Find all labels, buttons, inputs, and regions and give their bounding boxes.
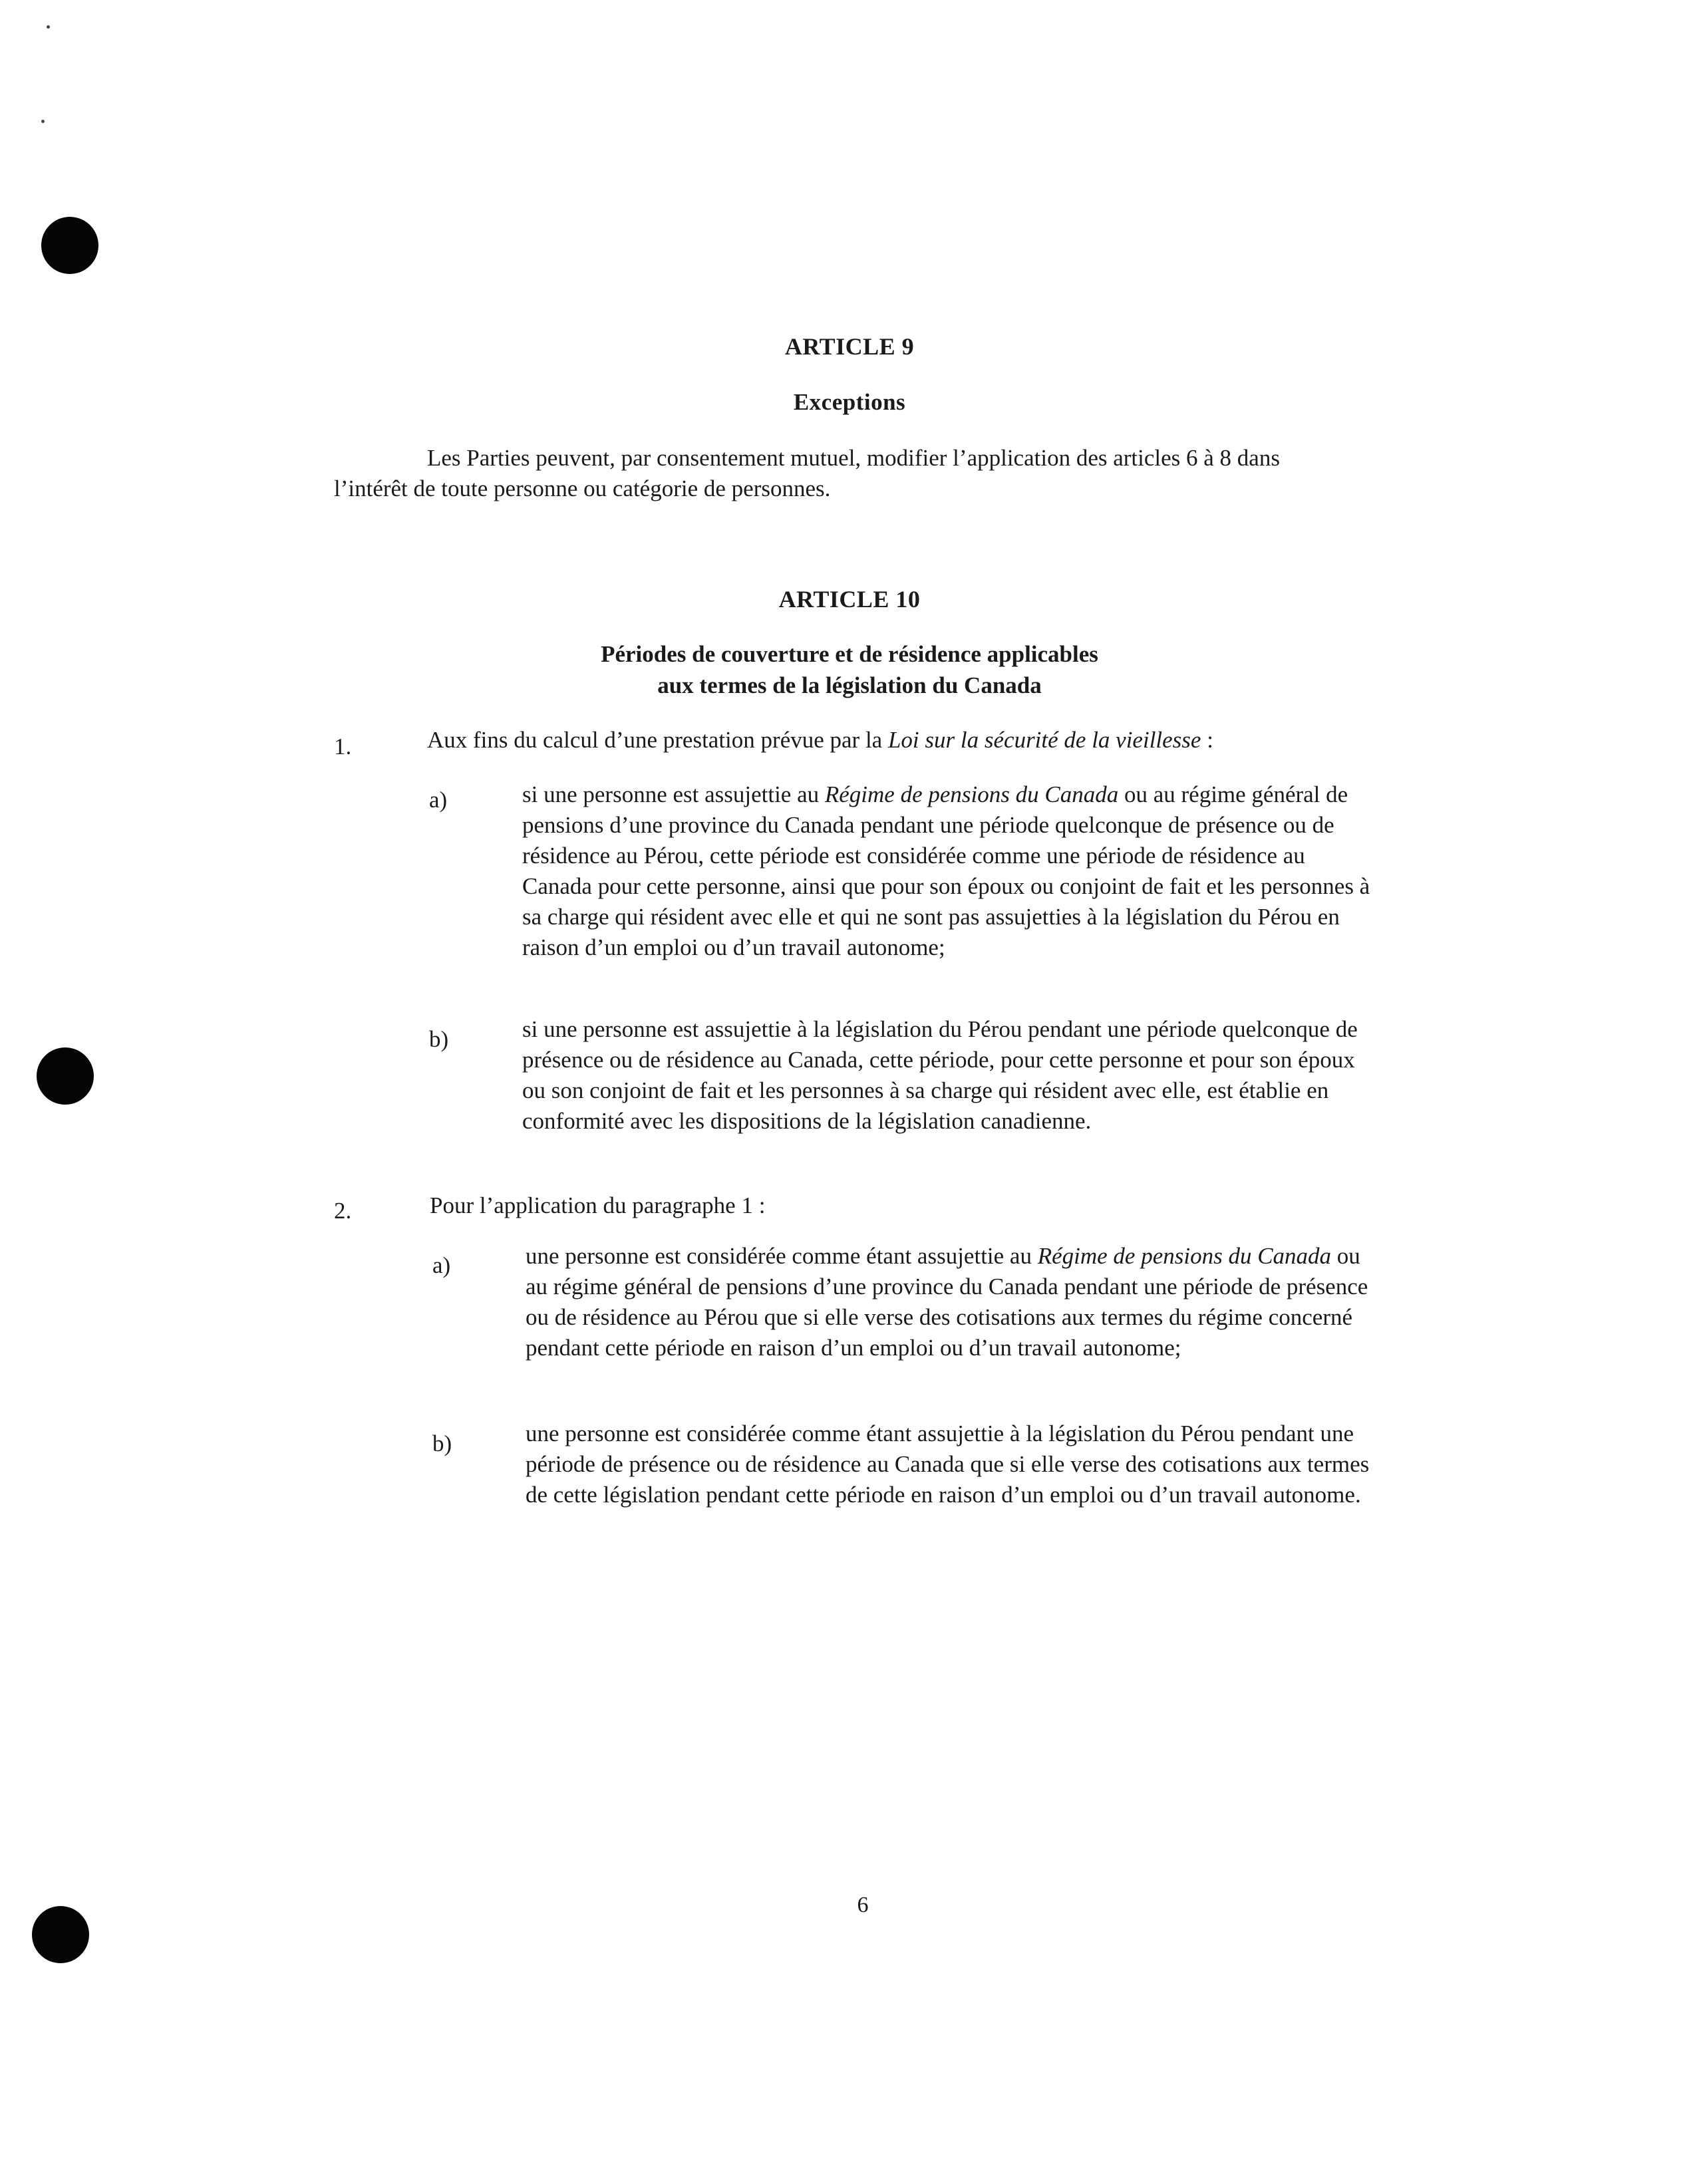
- article-10-title-line-2: aux termes de la législation du Canada: [657, 672, 1042, 698]
- scan-speck: [41, 120, 45, 123]
- punch-hole-top: [41, 217, 98, 274]
- article-10-heading: ARTICLE 10: [778, 586, 921, 613]
- paragraph-2-a-label: a): [432, 1252, 451, 1278]
- paragraph-2-a-italic: Régime de pensions du Canada: [1037, 1243, 1332, 1269]
- paragraph-2-b-label: b): [432, 1431, 452, 1456]
- paragraph-2-a-text-end: ou au régime général de pensions d’une province du Canada pendant une période de présence ou de résidence au Pérou que si elle verse des cotisations aux termes du régime concerné pendant cette période en raison d’un emploi ou d’un travail autonome;: [526, 1243, 1368, 1361]
- paragraph-1-intro-end: :: [1201, 727, 1213, 753]
- paragraph-1-a-text-end: ou au régime général de pensions d’une province du Canada pendant une période quelconque de présence ou de résidence au Pérou, cette période est considérée comme une période de résidence au Canada pour cette personne, ainsi que pour son époux ou conjoint de fait et les personnes à sa charge qui résident avec elle et qui ne sont pas assujetties à la législation du Pérou en raison d’un emploi ou d’un travail autonome;: [522, 781, 1370, 960]
- paragraph-1-intro-text: Aux fins du calcul d’une prestation prévue par la: [427, 727, 888, 753]
- paragraph-1-a-text: [522, 779, 1377, 963]
- paragraph-1-a-text-start: si une personne est assujettie au: [522, 781, 825, 807]
- paragraph-1-intro-law-title: Loi sur la sécurité de la vieillesse: [887, 727, 1201, 753]
- punch-hole-middle: [37, 1047, 94, 1105]
- paragraph-1-intro: [427, 725, 1385, 755]
- paragraph-2-a-text-start: une personne est considérée comme étant assujettie au: [526, 1243, 1038, 1269]
- paragraph-1-number: 1.: [334, 734, 352, 759]
- paragraph-1-b-label: b): [429, 1026, 449, 1052]
- paragraph-2-a-text: [526, 1241, 1387, 1363]
- scan-speck: [47, 25, 50, 29]
- paragraph-1-a-label: a): [429, 787, 448, 813]
- article-9-heading: ARTICLE 9: [784, 333, 915, 360]
- paragraph-1-a-italic: Régime de pensions du Canada: [824, 781, 1119, 807]
- article-9-body: Les Parties peuvent, par consentement mutuel, modifier l’application des articles 6 à 8 dans l’intérêt de toute personne ou catégorie de personnes.: [334, 445, 1280, 501]
- article-9-title: Exceptions: [793, 389, 906, 415]
- article-10-title-line-1: Périodes de couverture et de résidence applicables: [601, 641, 1098, 667]
- article-10-title: [0, 638, 1699, 701]
- page-number: 6: [857, 1893, 869, 1917]
- paragraph-1-b-text: si une personne est assujettie à la législation du Pérou pendant une période quelconque de présence ou de résidence au Canada, cette période, pour cette personne et pour son époux ou son conjoint de fait et les personnes à sa charge qui résident avec elle, est établie en conformité avec les dispositions de la législation canadienne.: [522, 1016, 1358, 1134]
- paragraph-2-intro: Pour l’application du paragraphe 1 :: [430, 1192, 766, 1218]
- paragraph-2-b-text: une personne est considérée comme étant assujettie à la législation du Pérou pendant une période de présence ou de résidence au Canada que si elle verse des cotisations aux termes de cette législation pendant cette période en raison d’un emploi ou d’un travail autonome.: [526, 1421, 1370, 1508]
- paragraph-2-number: 2.: [334, 1198, 352, 1224]
